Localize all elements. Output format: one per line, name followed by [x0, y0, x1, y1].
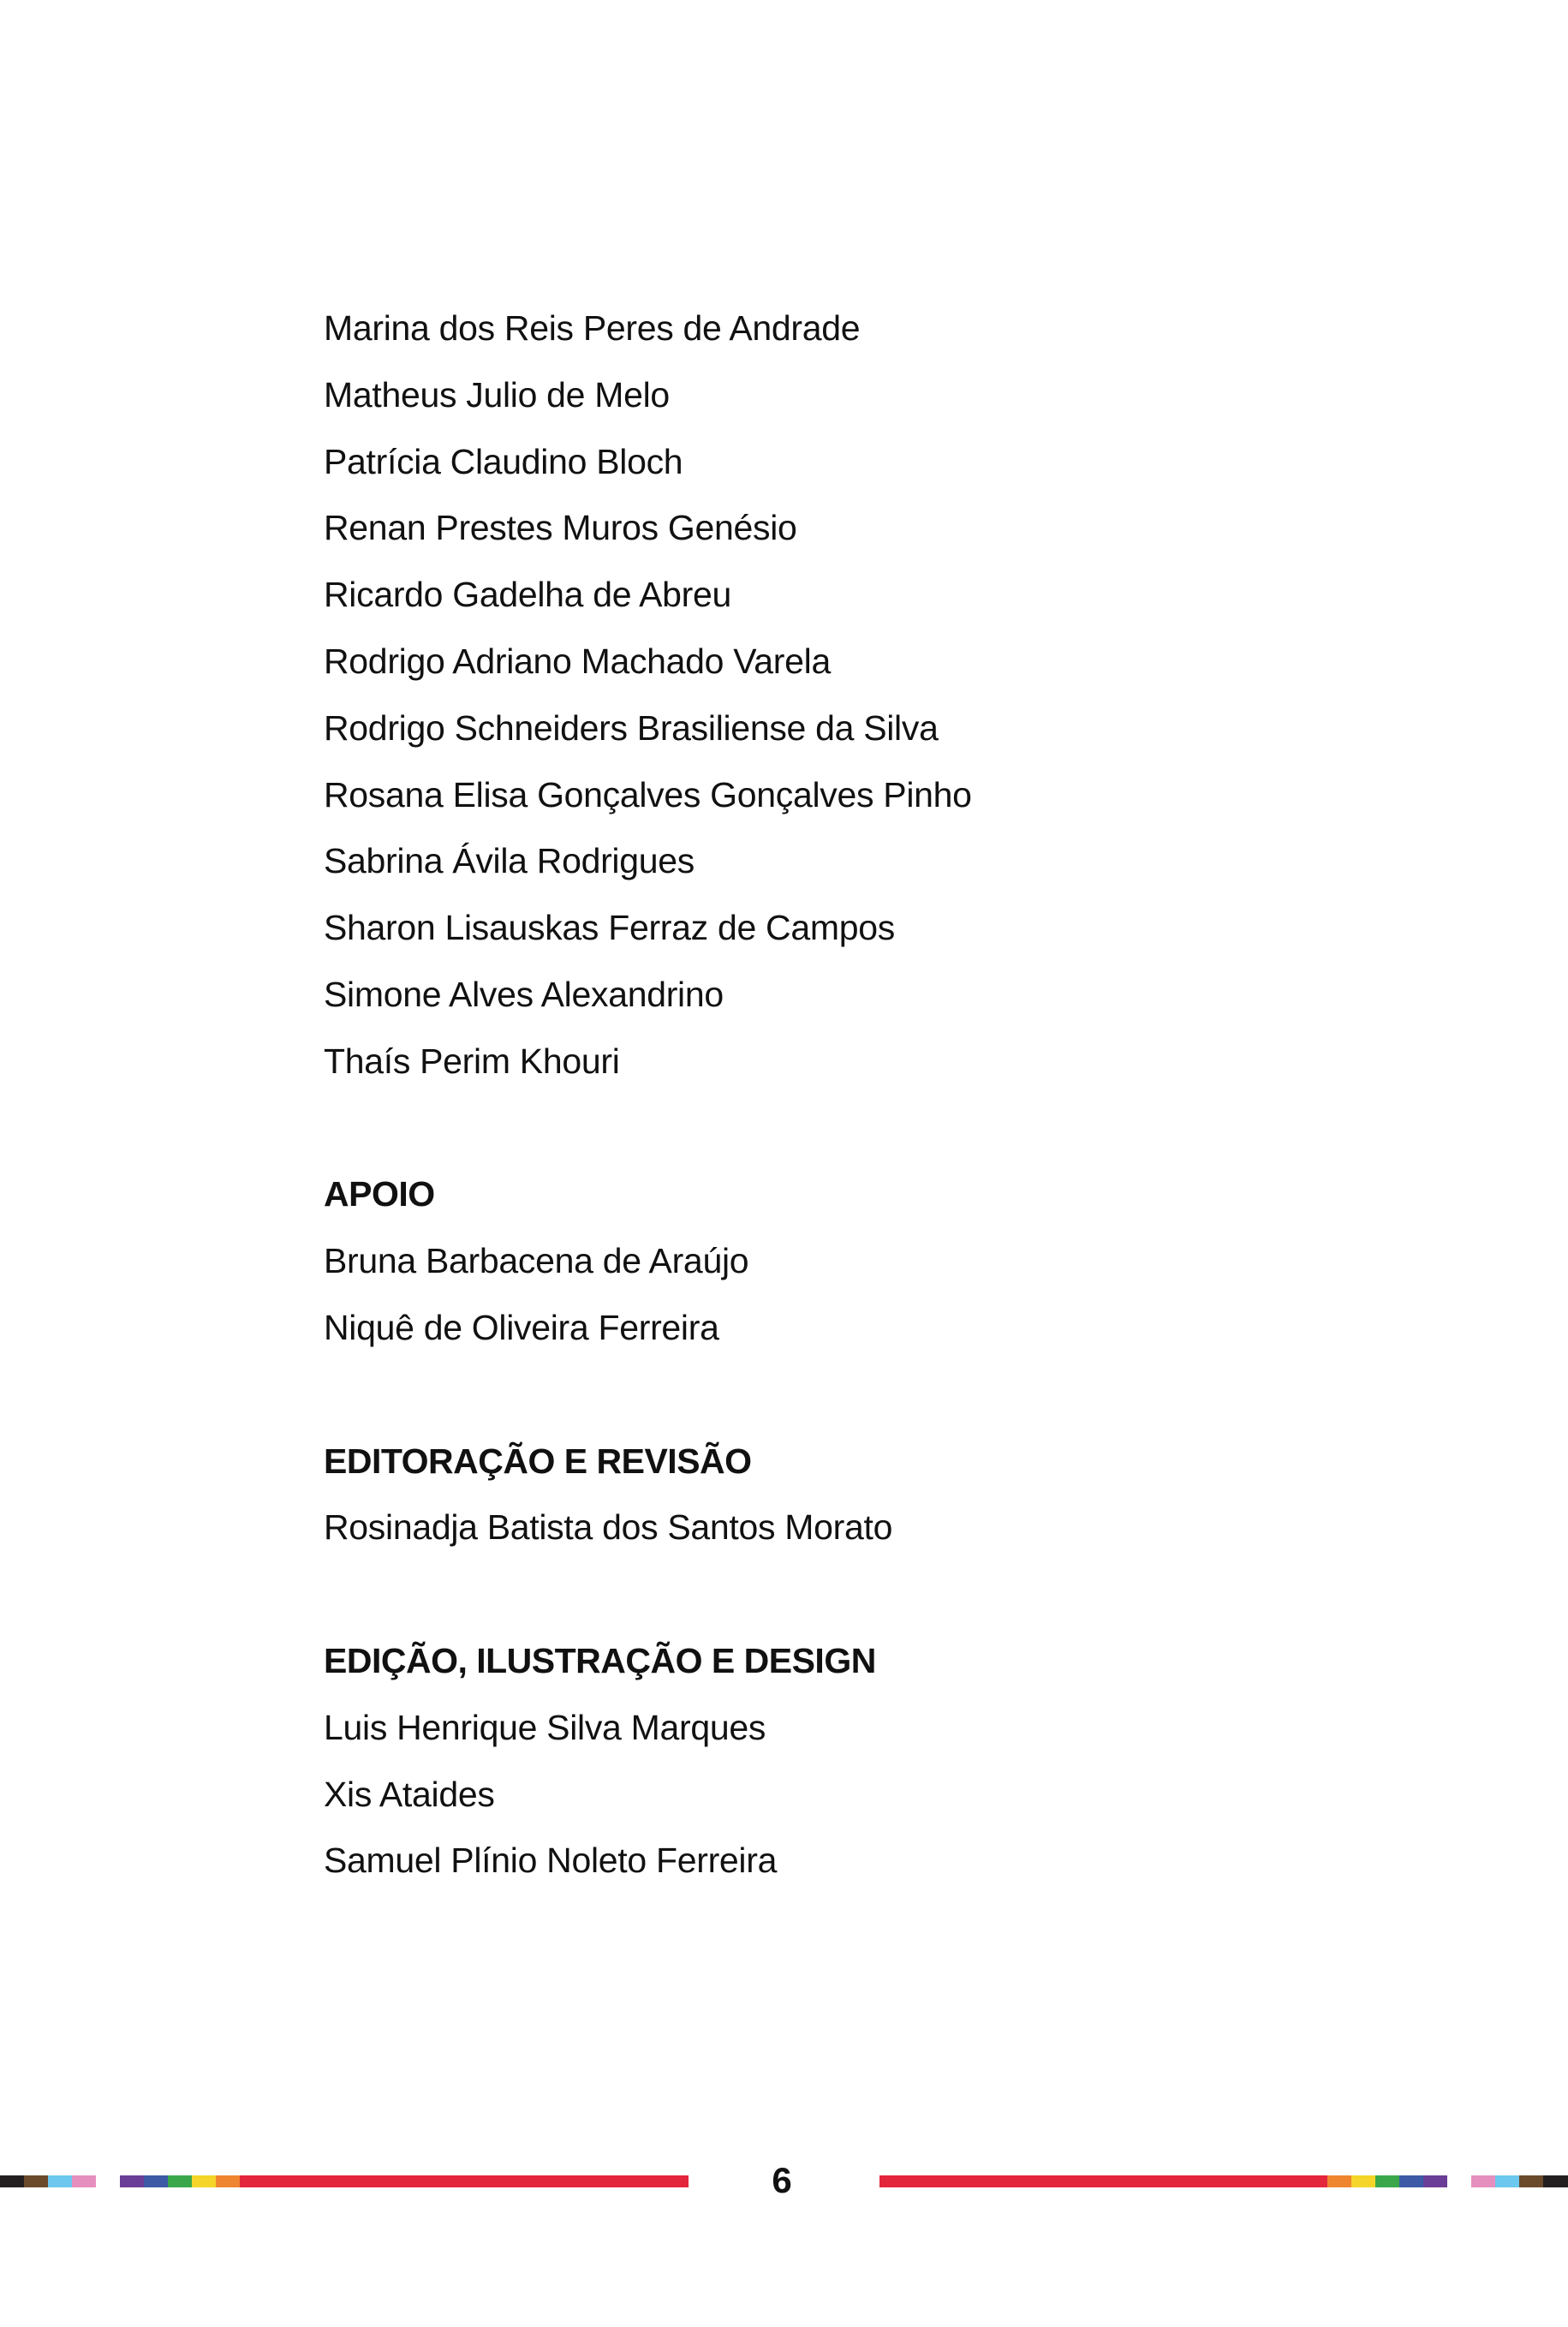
credit-name: Luis Henrique Silva Marques — [324, 1707, 766, 1747]
credit-name: Xis Ataides — [324, 1774, 495, 1814]
stripe-orange — [216, 2175, 240, 2187]
stripe-brown — [24, 2175, 48, 2187]
section-spacer — [324, 1095, 1351, 1162]
credit-name: Sharon Lisauskas Ferraz de Campos — [324, 908, 895, 948]
section-heading-editoracao: EDITORAÇÃO E REVISÃO — [324, 1441, 752, 1481]
stripe-pink — [1471, 2175, 1495, 2187]
credits-section-team — [324, 295, 1351, 1095]
credit-name: Samuel Plínio Noleto Ferreira — [324, 1841, 778, 1881]
stripe-yellow — [1351, 2175, 1375, 2187]
stripe-purple — [120, 2175, 144, 2187]
credit-name: Rodrigo Adriano Machado Varela — [324, 641, 831, 681]
stripe-light-blue — [1495, 2175, 1519, 2187]
section-heading-design: EDIÇÃO, ILUSTRAÇÃO E DESIGN — [324, 1640, 876, 1680]
credit-name: Simone Alves Alexandrino — [324, 974, 724, 1014]
credits-section-design — [324, 1628, 1351, 1894]
credit-name: Matheus Julio de Melo — [324, 374, 670, 415]
credit-name: Patrícia Claudino Bloch — [324, 441, 683, 481]
stripe-purple — [1423, 2175, 1447, 2187]
credits-section-editoracao — [324, 1429, 1351, 1562]
stripe-green — [1375, 2175, 1399, 2187]
stripe-red-left — [240, 2175, 689, 2187]
stripe-black — [0, 2175, 24, 2187]
credit-name: Niquê de Oliveira Ferreira — [324, 1307, 719, 1347]
stripe-brown — [1519, 2175, 1543, 2187]
stripe-orange — [1327, 2175, 1351, 2187]
stripe-light-blue — [48, 2175, 72, 2187]
credit-name: Ricardo Gadelha de Abreu — [324, 575, 732, 615]
stripe-blue — [1399, 2175, 1423, 2187]
stripe-blue — [144, 2175, 168, 2187]
section-spacer — [324, 1561, 1351, 1628]
credit-name: Renan Prestes Muros Genésio — [324, 508, 797, 548]
credit-name: Bruna Barbacena de Araújo — [324, 1241, 749, 1281]
credits-section-apoio — [324, 1161, 1351, 1361]
credit-name: Rodrigo Schneiders Brasiliense da Silva — [324, 707, 939, 748]
credit-name: Thaís Perim Khouri — [324, 1041, 620, 1081]
credit-name: Rosana Elisa Gonçalves Gonçalves Pinho — [324, 774, 972, 814]
section-heading-apoio: APOIO — [324, 1174, 435, 1214]
credits-list — [324, 295, 1351, 1894]
stripe-pink — [72, 2175, 96, 2187]
page-number: 6 — [772, 2160, 792, 2200]
stripe-yellow — [192, 2175, 216, 2187]
credit-name: Sabrina Ávila Rodrigues — [324, 841, 695, 881]
stripe-red-right — [879, 2175, 1327, 2187]
stripe-green — [168, 2175, 192, 2187]
stripe-black — [1543, 2175, 1568, 2187]
section-spacer — [324, 1362, 1351, 1429]
credit-name: Marina dos Reis Peres de Andrade — [324, 308, 861, 348]
credit-name: Rosinadja Batista dos Santos Morato — [324, 1507, 893, 1548]
